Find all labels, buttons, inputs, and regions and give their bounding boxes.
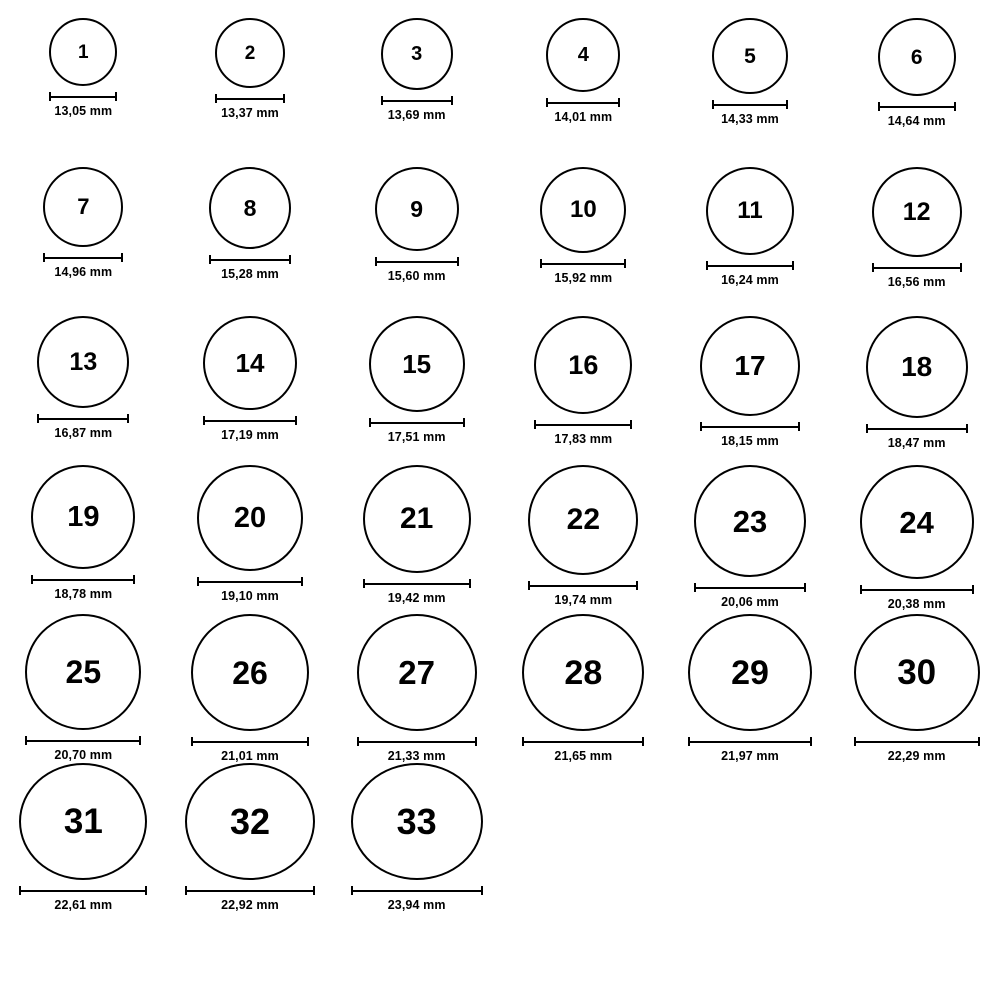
ring-circle [540, 167, 626, 253]
measure-wrap [209, 255, 291, 281]
ring-size-cell [333, 167, 500, 316]
ring-size-cell [0, 18, 167, 167]
measure-wrap [878, 102, 956, 128]
measure-wrap [700, 422, 800, 448]
measure-line [375, 261, 459, 263]
ring-size-number: 25 [65, 654, 102, 690]
ring-circle [197, 465, 303, 571]
measure-cap-right [972, 585, 974, 594]
diameter-label: 13,69 mm [387, 108, 446, 122]
ring-size-number: 1 [78, 41, 89, 63]
measure-wrap [19, 886, 147, 912]
measure-line [688, 741, 812, 743]
measure-wrap [37, 414, 129, 440]
measure-wrap [191, 737, 309, 763]
diameter-measure-bar [19, 886, 147, 895]
measure-wrap [43, 253, 123, 279]
ring-size-number: 22 [566, 503, 601, 536]
measure-cap-right [127, 414, 129, 423]
measure-cap-right [313, 886, 315, 895]
diameter-label: 20,38 mm [887, 597, 946, 611]
diameter-label: 14,96 mm [54, 265, 113, 279]
ring-size-cell [0, 614, 167, 763]
measure-wrap [528, 581, 638, 607]
ring-circle [215, 18, 285, 88]
diameter-measure-bar [866, 424, 968, 433]
ring-size-number: 7 [77, 194, 90, 219]
measure-wrap [706, 261, 794, 287]
ring-circle [363, 465, 471, 573]
ring-circle [534, 316, 632, 414]
ring-circle [700, 316, 800, 416]
diameter-label: 22,29 mm [887, 749, 946, 763]
measure-line [191, 741, 309, 743]
diameter-measure-bar [522, 737, 644, 746]
ring-circle [357, 614, 477, 731]
measure-line [706, 265, 794, 267]
measure-wrap [860, 585, 974, 611]
measure-cap-right [457, 257, 459, 266]
diameter-label: 21,33 mm [387, 749, 446, 763]
measure-cap-right [475, 737, 477, 746]
ring-size-number: 30 [897, 653, 937, 692]
ring-size-number: 13 [69, 347, 98, 376]
ring-circle [49, 18, 117, 86]
diameter-label: 14,01 mm [554, 110, 613, 124]
measure-cap-right [289, 255, 291, 264]
measure-line [25, 740, 141, 742]
ring-size-number: 9 [410, 195, 424, 222]
diameter-measure-bar [49, 92, 117, 101]
measure-line [522, 741, 644, 743]
measure-line [381, 100, 453, 102]
measure-cap-right [469, 579, 471, 588]
measure-cap-left [381, 96, 383, 105]
ring-circle [872, 167, 962, 257]
measure-line [351, 890, 483, 892]
measure-wrap [381, 96, 453, 122]
ring-circle [185, 763, 315, 880]
measure-line [31, 579, 135, 581]
measure-wrap [375, 257, 459, 283]
ring-size-number: 17 [734, 350, 766, 381]
ring-size-cell [833, 316, 1000, 465]
measure-cap-left [197, 577, 199, 586]
measure-wrap [688, 737, 812, 763]
ring-size-cell [0, 316, 167, 465]
measure-cap-right [636, 581, 638, 590]
ring-size-cell [667, 18, 834, 167]
ring-size-number: 5 [744, 44, 756, 68]
ring-circle [43, 167, 123, 247]
diameter-measure-bar [700, 422, 800, 431]
measure-cap-left [357, 737, 359, 746]
measure-cap-left [375, 257, 377, 266]
measure-cap-right [966, 424, 968, 433]
measure-wrap [872, 263, 962, 289]
measure-cap-left [19, 886, 21, 895]
measure-wrap [534, 420, 632, 446]
measure-cap-right [978, 737, 980, 746]
measure-cap-left [706, 261, 708, 270]
ring-size-number: 12 [902, 197, 931, 226]
measure-cap-left [854, 737, 856, 746]
measure-line [19, 890, 147, 892]
ring-size-number: 18 [901, 351, 933, 382]
measure-cap-right [295, 416, 297, 425]
measure-cap-left [694, 583, 696, 592]
ring-circle [528, 465, 638, 575]
measure-line [203, 420, 297, 422]
measure-cap-right [121, 253, 123, 262]
measure-line [209, 259, 291, 261]
measure-cap-right [451, 96, 453, 105]
measure-cap-left [712, 100, 714, 109]
ring-size-number: 8 [243, 194, 257, 221]
ring-circle [854, 614, 980, 731]
ring-size-number: 21 [399, 502, 434, 535]
ring-size-number: 29 [731, 653, 769, 692]
ring-circle [31, 465, 135, 569]
ring-size-cell [167, 763, 334, 912]
diameter-measure-bar [357, 737, 477, 746]
measure-cap-left [546, 98, 548, 107]
ring-size-cell [500, 167, 667, 316]
diameter-label: 16,24 mm [721, 273, 779, 287]
ring-size-cell [167, 167, 334, 316]
ring-size-cell [333, 18, 500, 167]
measure-line [37, 418, 129, 420]
measure-cap-left [185, 886, 187, 895]
diameter-measure-bar [215, 94, 285, 103]
measure-line [700, 426, 800, 428]
diameter-label: 19,10 mm [221, 589, 279, 603]
diameter-label: 17,51 mm [387, 430, 446, 444]
ring-size-cell [667, 614, 834, 763]
measure-line [215, 98, 285, 100]
measure-cap-right [810, 737, 812, 746]
measure-cap-left [37, 414, 39, 423]
ring-size-cell [833, 465, 1000, 614]
ring-circle [694, 465, 806, 577]
diameter-label: 15,60 mm [387, 269, 446, 283]
measure-cap-right [301, 577, 303, 586]
ring-size-cell [0, 763, 167, 912]
ring-size-cell [333, 465, 500, 614]
measure-cap-left [43, 253, 45, 262]
diameter-measure-bar [197, 577, 303, 586]
diameter-label: 22,92 mm [221, 898, 279, 912]
ring-circle [351, 763, 483, 880]
diameter-label: 13,37 mm [221, 106, 279, 120]
ring-circle [546, 18, 620, 92]
diameter-label: 16,56 mm [887, 275, 946, 289]
measure-line [872, 267, 962, 269]
measure-wrap [197, 577, 303, 603]
measure-line [866, 428, 968, 430]
ring-circle [25, 614, 141, 730]
ring-circle [381, 18, 453, 90]
ring-size-cell [0, 465, 167, 614]
measure-cap-right [133, 575, 135, 584]
diameter-measure-bar [688, 737, 812, 746]
diameter-measure-bar [185, 886, 315, 895]
ring-circle [860, 465, 974, 579]
ring-size-cell [833, 18, 1000, 167]
ring-size-cell [0, 167, 167, 316]
ring-circle [19, 763, 147, 880]
ring-circle [369, 316, 465, 412]
measure-cap-right [642, 737, 644, 746]
diameter-measure-bar [694, 583, 806, 592]
measure-line [878, 106, 956, 108]
diameter-label: 18,78 mm [54, 587, 113, 601]
measure-cap-right [463, 418, 465, 427]
measure-cap-right [786, 100, 788, 109]
measure-line [369, 422, 465, 424]
ring-size-number: 31 [63, 802, 103, 841]
diameter-measure-bar [43, 253, 123, 262]
diameter-measure-bar [712, 100, 788, 109]
ring-circle [706, 167, 794, 255]
ring-size-number: 27 [398, 654, 436, 691]
measure-line [854, 741, 980, 743]
ring-circle [688, 614, 812, 731]
measure-line [528, 585, 638, 587]
diameter-measure-bar [381, 96, 453, 105]
measure-cap-left [191, 737, 193, 746]
ring-circle [37, 316, 129, 408]
ring-size-cell [167, 614, 334, 763]
diameter-measure-bar [854, 737, 980, 746]
ring-size-cell [167, 465, 334, 614]
diameter-label: 18,47 mm [887, 436, 946, 450]
ring-size-number: 32 [229, 800, 270, 842]
measure-line [363, 583, 471, 585]
measure-cap-right [307, 737, 309, 746]
measure-cap-left [363, 579, 365, 588]
ring-size-cell [667, 465, 834, 614]
diameter-label: 21,01 mm [221, 749, 279, 763]
measure-line [546, 102, 620, 104]
ring-size-cell [833, 167, 1000, 316]
diameter-label: 14,33 mm [721, 112, 779, 126]
measure-cap-right [283, 94, 285, 103]
measure-line [534, 424, 632, 426]
measure-cap-left [209, 255, 211, 264]
diameter-label: 15,28 mm [221, 267, 279, 281]
measure-line [49, 96, 117, 98]
ring-size-number: 26 [232, 654, 268, 691]
measure-wrap [203, 416, 297, 442]
measure-cap-left [25, 736, 27, 745]
diameter-measure-bar [209, 255, 291, 264]
ring-size-cell [333, 763, 500, 912]
ring-size-cell [333, 614, 500, 763]
diameter-label: 19,42 mm [387, 591, 446, 605]
measure-cap-right [960, 263, 962, 272]
ring-size-cell [167, 316, 334, 465]
ring-circle [209, 167, 291, 249]
ring-circle [191, 614, 309, 731]
ring-size-number: 14 [235, 348, 265, 378]
measure-cap-left [700, 422, 702, 431]
measure-cap-right [624, 259, 626, 268]
ring-size-number: 6 [910, 45, 923, 69]
measure-cap-right [481, 886, 483, 895]
ring-circle [522, 614, 644, 731]
diameter-label: 20,06 mm [721, 595, 779, 609]
measure-cap-left [878, 102, 880, 111]
measure-wrap [712, 100, 788, 126]
diameter-label: 13,05 mm [54, 104, 113, 118]
diameter-measure-bar [37, 414, 129, 423]
ring-size-number: 4 [577, 44, 589, 66]
measure-cap-left [369, 418, 371, 427]
measure-cap-right [139, 736, 141, 745]
measure-wrap [540, 259, 626, 285]
diameter-measure-bar [860, 585, 974, 594]
measure-cap-left [522, 737, 524, 746]
ring-size-cell [500, 614, 667, 763]
measure-cap-left [31, 575, 33, 584]
measure-cap-right [792, 261, 794, 270]
ring-size-number: 33 [396, 800, 437, 842]
measure-wrap [369, 418, 465, 444]
ring-size-number: 24 [899, 504, 934, 540]
measure-cap-right [630, 420, 632, 429]
measure-cap-left [540, 259, 542, 268]
measure-cap-left [534, 420, 536, 429]
diameter-label: 18,15 mm [721, 434, 779, 448]
measure-line [712, 104, 788, 106]
ring-size-number: 23 [732, 503, 768, 539]
ring-size-number: 11 [737, 197, 763, 224]
diameter-label: 22,61 mm [54, 898, 113, 912]
diameter-measure-bar [534, 420, 632, 429]
measure-wrap [363, 579, 471, 605]
ring-size-number: 28 [564, 653, 603, 692]
diameter-measure-bar [351, 886, 483, 895]
ring-size-cell [333, 316, 500, 465]
measure-wrap [25, 736, 141, 762]
measure-cap-left [203, 416, 205, 425]
measure-line [197, 581, 303, 583]
ring-size-number: 19 [67, 500, 100, 533]
ring-size-number: 3 [411, 43, 423, 65]
ring-size-number: 10 [569, 196, 597, 223]
measure-cap-left [866, 424, 868, 433]
diameter-label: 16,87 mm [54, 426, 113, 440]
diameter-label: 15,92 mm [554, 271, 613, 285]
measure-cap-left [872, 263, 874, 272]
diameter-measure-bar [375, 257, 459, 266]
ring-size-number: 20 [233, 501, 267, 534]
measure-line [694, 587, 806, 589]
measure-cap-left [351, 886, 353, 895]
measure-wrap [31, 575, 135, 601]
measure-wrap [866, 424, 968, 450]
measure-wrap [215, 94, 285, 120]
measure-cap-right [115, 92, 117, 101]
diameter-measure-bar [369, 418, 465, 427]
measure-cap-left [215, 94, 217, 103]
diameter-label: 21,97 mm [721, 749, 779, 763]
ring-size-number: 2 [244, 42, 256, 64]
diameter-measure-bar [540, 259, 626, 268]
ring-circle [203, 316, 297, 410]
measure-wrap [357, 737, 477, 763]
measure-cap-right [618, 98, 620, 107]
diameter-measure-bar [878, 102, 956, 111]
measure-wrap [546, 98, 620, 124]
diameter-label: 17,19 mm [221, 428, 279, 442]
measure-wrap [185, 886, 315, 912]
diameter-measure-bar [25, 736, 141, 745]
diameter-measure-bar [528, 581, 638, 590]
ring-size-cell [667, 167, 834, 316]
ring-circle [712, 18, 788, 94]
ring-size-cell [500, 465, 667, 614]
measure-cap-left [49, 92, 51, 101]
diameter-label: 21,65 mm [554, 749, 613, 763]
measure-cap-left [528, 581, 530, 590]
diameter-label: 20,70 mm [54, 748, 113, 762]
measure-cap-right [954, 102, 956, 111]
ring-size-cell [833, 614, 1000, 763]
diameter-measure-bar [706, 261, 794, 270]
diameter-measure-bar [191, 737, 309, 746]
ring-size-cell [500, 18, 667, 167]
measure-wrap [522, 737, 644, 763]
ring-circle [375, 167, 459, 251]
measure-line [43, 257, 123, 259]
ring-size-cell [667, 316, 834, 465]
measure-cap-left [688, 737, 690, 746]
diameter-measure-bar [31, 575, 135, 584]
diameter-label: 17,83 mm [554, 432, 613, 446]
diameter-measure-bar [363, 579, 471, 588]
measure-wrap [694, 583, 806, 609]
diameter-label: 23,94 mm [387, 898, 446, 912]
ring-size-cell [500, 316, 667, 465]
ring-circle [866, 316, 968, 418]
measure-line [540, 263, 626, 265]
measure-cap-right [145, 886, 147, 895]
measure-cap-right [804, 583, 806, 592]
diameter-measure-bar [546, 98, 620, 107]
diameter-measure-bar [872, 263, 962, 272]
ring-size-number: 15 [402, 349, 432, 379]
ring-size-cell [167, 18, 334, 167]
diameter-measure-bar [203, 416, 297, 425]
measure-cap-right [798, 422, 800, 431]
measure-cap-left [860, 585, 862, 594]
measure-wrap [854, 737, 980, 763]
ring-circle [878, 18, 956, 96]
measure-line [860, 589, 974, 591]
ring-size-number: 16 [568, 349, 599, 380]
diameter-label: 14,64 mm [887, 114, 946, 128]
measure-line [185, 890, 315, 892]
measure-wrap [49, 92, 117, 118]
measure-wrap [351, 886, 483, 912]
measure-line [357, 741, 477, 743]
diameter-label: 19,74 mm [554, 593, 613, 607]
ring-size-grid [0, 18, 1000, 912]
